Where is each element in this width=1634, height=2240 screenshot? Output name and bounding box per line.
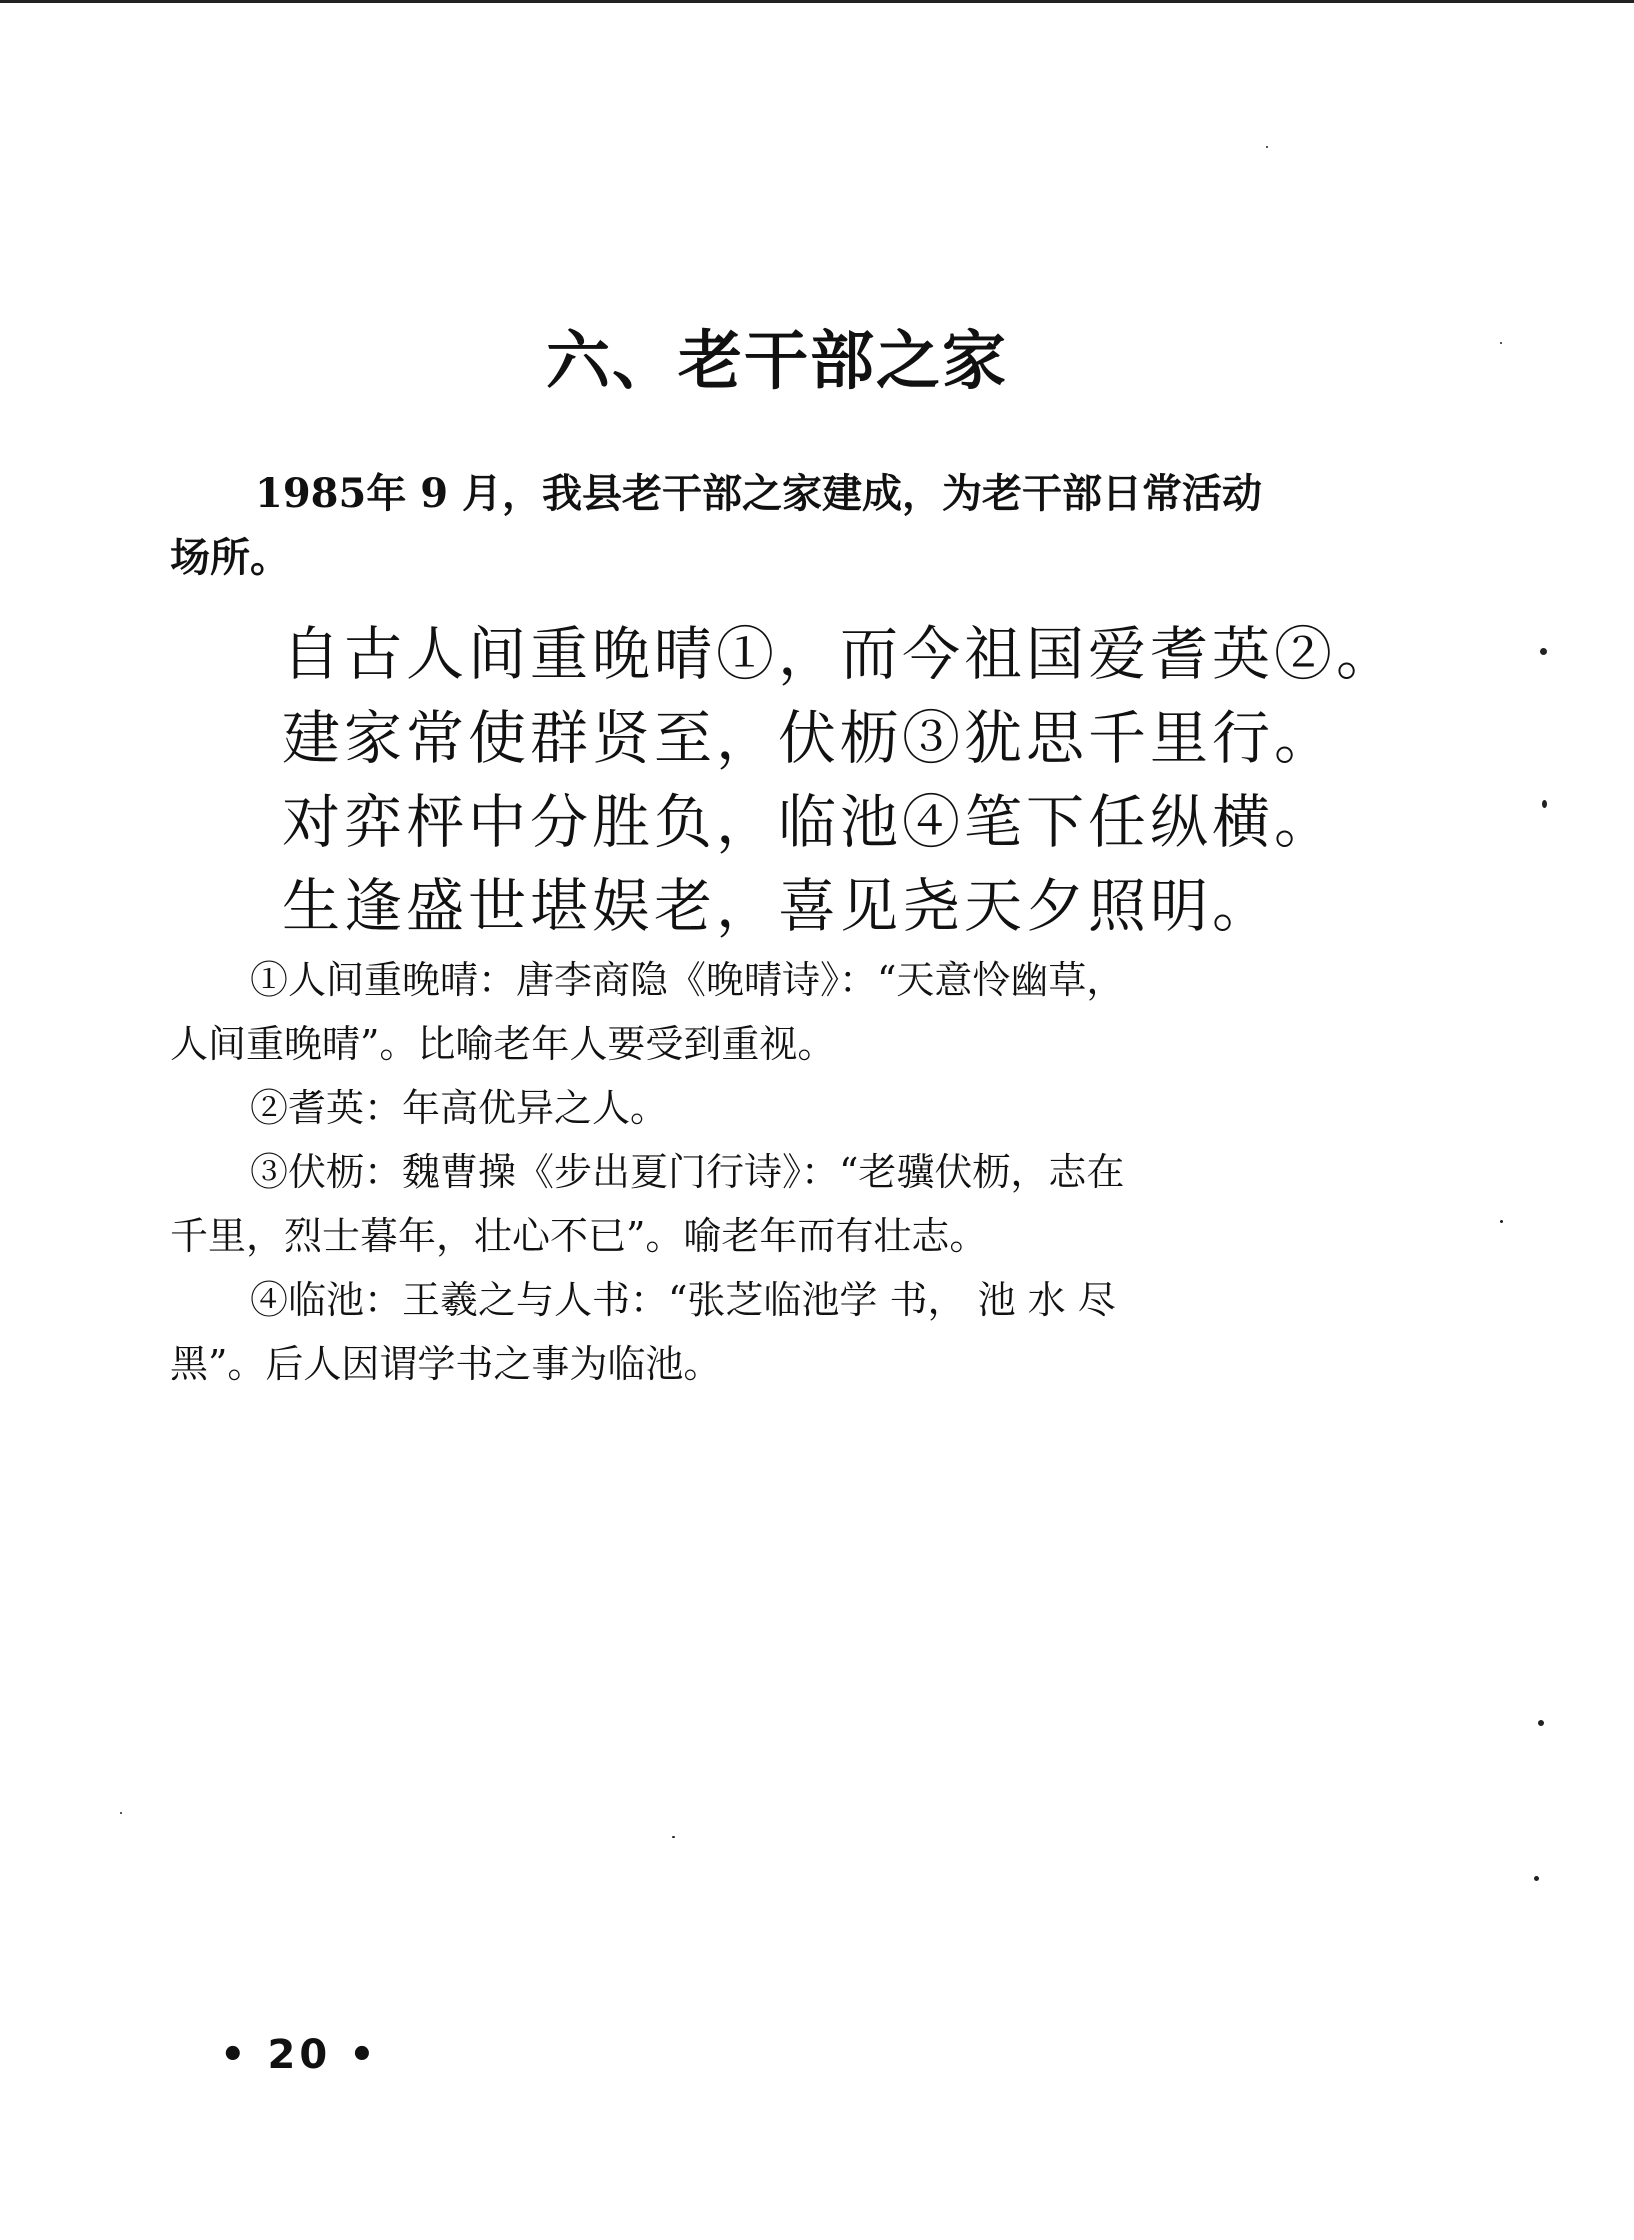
scan-speck bbox=[1266, 146, 1268, 148]
intro-paragraph bbox=[170, 462, 1310, 590]
poem-line-4: 生逢盛世堪娱老，喜见尧天夕照明。 bbox=[282, 872, 1275, 940]
scan-speck bbox=[1540, 648, 1547, 655]
poem-block bbox=[282, 612, 1399, 948]
scan-speck bbox=[1538, 1720, 1544, 1726]
intro-line-2: 场所。 bbox=[170, 534, 290, 581]
scan-speck bbox=[1500, 1220, 1503, 1223]
footnotes-block bbox=[170, 948, 1310, 1396]
section-title-text: 六、老干部之家 bbox=[546, 324, 1008, 399]
poem-line-2: 建家常使群贤至，伏枥③犹思千里行。 bbox=[282, 704, 1337, 772]
scan-speck bbox=[672, 1836, 675, 1838]
footnote-1-line-1: ①人间重晚晴：唐李商隐《晚晴诗》：“天意怜幽草， bbox=[250, 958, 1125, 1002]
scan-speck bbox=[120, 1812, 122, 1814]
poem-line-3: 对弈枰中分胜负，临池④笔下任纵横。 bbox=[282, 788, 1337, 856]
footnote-3-line-1: ③伏枥：魏曹操《步出夏门行诗》：“老骥伏枥，志在 bbox=[250, 1150, 1125, 1194]
footnote-4-line-2: 黑”。后人因谓学书之事为临池。 bbox=[170, 1342, 722, 1386]
scan-speck bbox=[1534, 1876, 1539, 1881]
footnote-3-line-2: 千里，烈士暮年，壮心不已”。喻老年而有壮志。 bbox=[170, 1214, 988, 1258]
footnote-1-line-2: 人间重晚晴”。比喻老年人要受到重视。 bbox=[170, 1022, 836, 1066]
scan-speck bbox=[1542, 800, 1547, 808]
poem-line-1: 自古人间重晚晴①，而今祖国爱耆英②。 bbox=[282, 620, 1399, 688]
footnote-4-line-1: ④临池：王羲之与人书：“张芝临池学 书， 池 水 尽 bbox=[250, 1278, 1116, 1322]
footnote-2: ②耆英：年高优异之人。 bbox=[250, 1086, 669, 1130]
section-title bbox=[0, 324, 1634, 399]
page-number: • 20 • bbox=[220, 2032, 379, 2078]
scan-speck bbox=[1500, 342, 1502, 344]
intro-line-1: 1985年 9 月，我县老干部之家建成，为老干部日常活动 bbox=[255, 470, 1263, 517]
